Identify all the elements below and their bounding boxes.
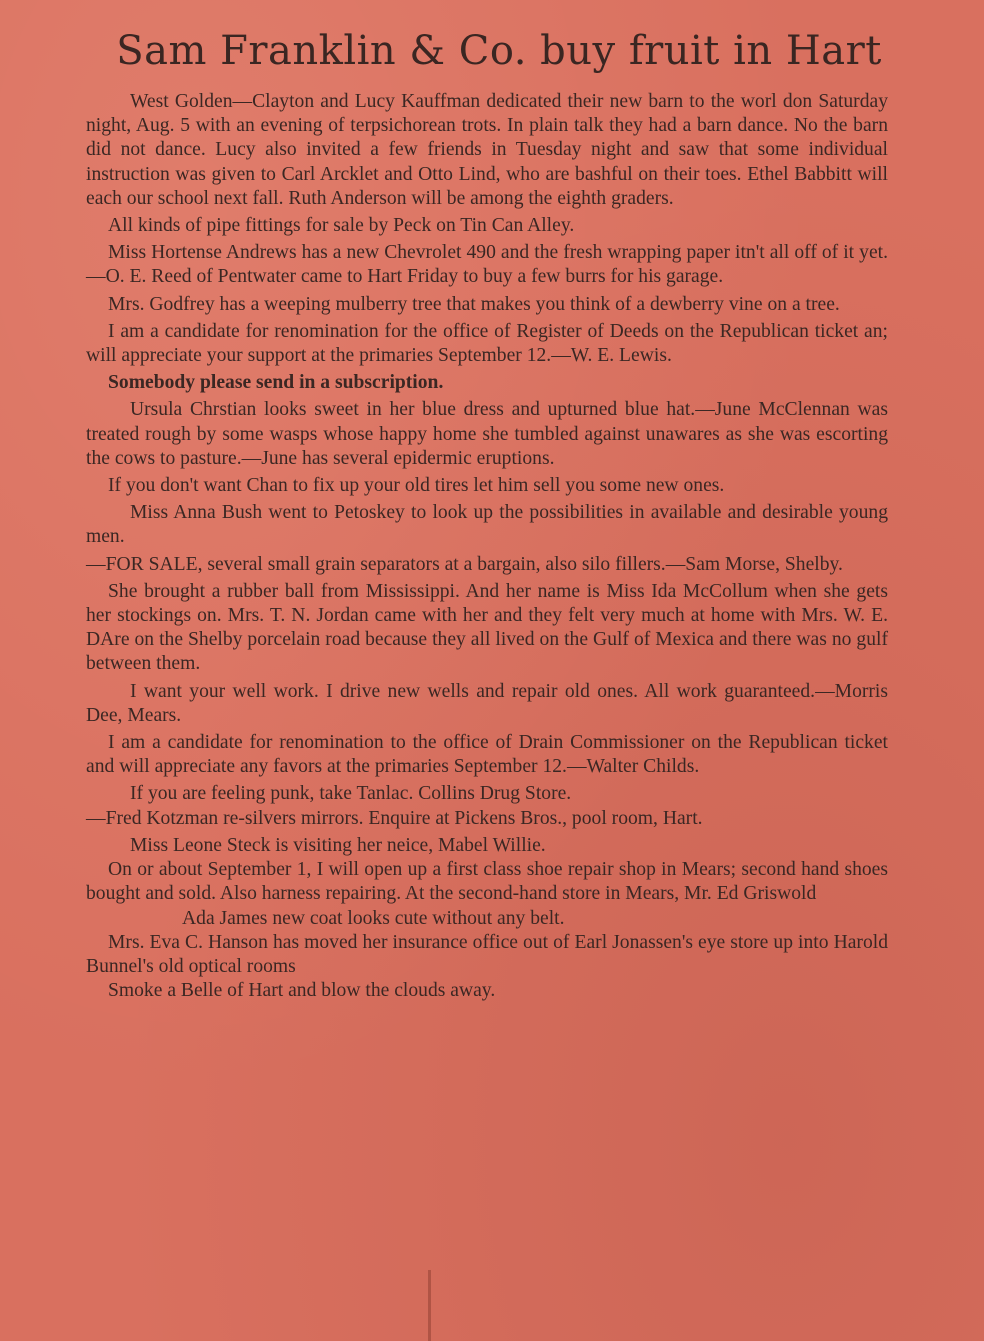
item-leone-steck: Miss Leone Steck is visiting her neice, Mabel Willie.: [130, 834, 546, 856]
item-mirrors: —Fred Kotzman re-silvers mirrors. Enquire at Pickens Bros., pool room, Hart.: [86, 807, 703, 829]
item-ada-james: Ada James new coat looks cute without any belt.: [182, 907, 565, 929]
item-rubber-ball: She brought a rubber ball from Mississippi. And her name is Miss Ida McCollum when she gets her stockings on. Mrs. T. N. Jordan came with her and they felt very much at home with Mrs. W. E. DAre on the Shelby porcelain road because they all lived on the Gulf of Mexica and there was no gulf between them.: [86, 580, 888, 675]
item-chevrolet: Miss Hortense Andrews has a new Chevrolet 490 and the fresh wrapping paper itn't all off of it yet.—O. E. Reed of Pentwater came to Hart Friday to buy a few burrs for his garage.: [86, 242, 888, 288]
item-drain-commissioner: I am a candidate for renomination to the office of Drain Commissioner on the Republican ticket and will appreciate any favors at the primaries September 12.—Walter Childs.: [86, 732, 888, 778]
item-anna-bush: Miss Anna Bush went to Petoskey to look up the possibilities in available and desirable young men.: [86, 502, 888, 548]
item-west-golden: West Golden—Clayton and Lucy Kauffman dedicated their new barn to the worl don Saturday night, Aug. 5 with an evening of terpsichorean trots. In plain talk they had a barn dance. No the barn did not dance. Lucy also invited a few friends in Tuesday night and saw that some individual instruction was given to Carl Arcklet and Otto Lind, who are bashful on their toes. Ethel Babbitt will each our school next fall. Ruth Anderson will be among the eighth graders.: [86, 91, 888, 209]
item-insurance-office: Mrs. Eva C. Hanson has moved her insurance office out of Earl Jonassen's eye store up into Harold Bunnel's old optical rooms: [86, 931, 888, 977]
item-for-sale: —FOR SALE, several small grain separators at a bargain, also silo fillers.—Sam Morse, Shelby.: [86, 553, 843, 575]
article-body: [86, 90, 888, 1003]
item-subscription: Somebody please send in a subscription.: [108, 372, 444, 394]
paper-crease: [428, 1270, 431, 1341]
item-belle-of-hart: Smoke a Belle of Hart and blow the clouds away.: [108, 980, 496, 1002]
headline: Sam Franklin & Co. buy fruit in Hart: [116, 28, 882, 74]
item-pipe-fittings: All kinds of pipe fittings for sale by Peck on Tin Can Alley.: [108, 215, 575, 237]
item-well-work: I want your well work. I drive new wells and repair old ones. All work guaranteed.—Morris Dee, Mears.: [86, 680, 888, 726]
item-tanlac: If you are feeling punk, take Tanlac. Collins Drug Store.: [130, 783, 572, 805]
item-shoe-repair: On or about September 1, I will open up a first class shoe repair shop in Mears; second hand shoes bought and sold. Also harness repairing. At the second-hand store in Mears, Mr. Ed Griswold: [86, 859, 888, 905]
item-register-of-deeds: I am a candidate for renomination for the office of Register of Deeds on the Republican ticket an; will appreciate your support at the primaries September 12.—W. E. Lewis.: [86, 320, 888, 367]
item-mulberry: Mrs. Godfrey has a weeping mulberry tree that makes you think of a dewberry vine on a tree.: [108, 293, 840, 315]
item-tires: If you don't want Chan to fix up your old tires let him sell you some new ones.: [108, 475, 725, 497]
item-ursula: Ursula Chrstian looks sweet in her blue dress and upturned blue hat.—June McClennan was treated rough by some wasps whose happy home she tumbled against unawares as she was escorting the cows to pasture.—June has several epidermic eruptions.: [86, 399, 888, 469]
